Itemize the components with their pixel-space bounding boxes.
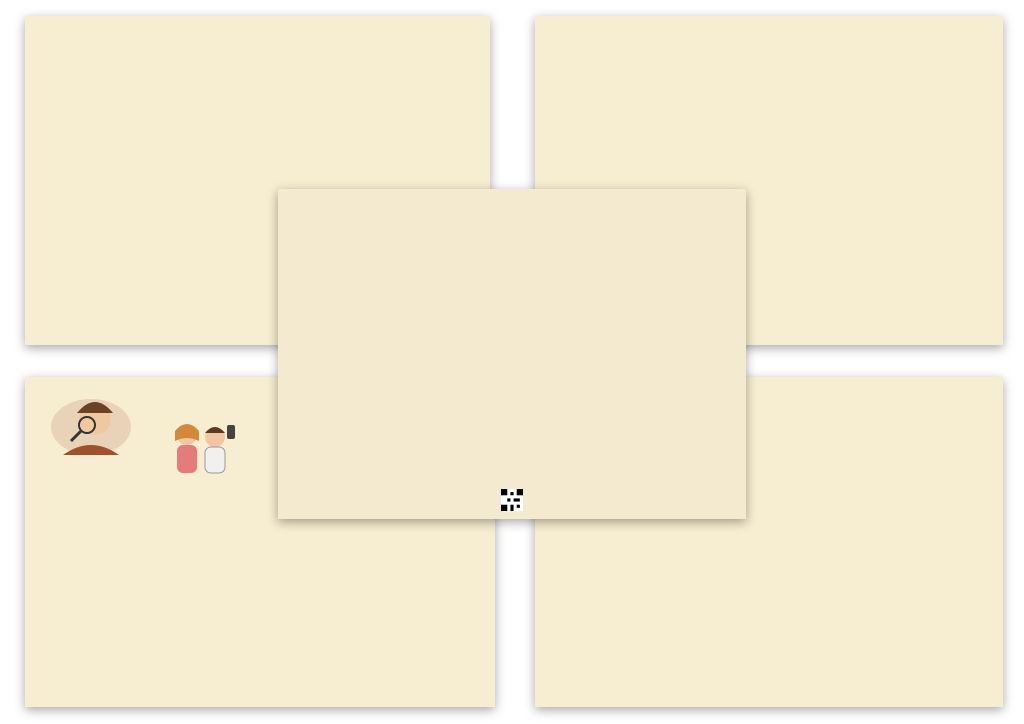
qr-code-icon (501, 489, 523, 511)
principles-sheet (278, 189, 746, 519)
detective-illustration-icon (43, 389, 139, 457)
friends-selfie-illustration-icon (157, 417, 245, 479)
